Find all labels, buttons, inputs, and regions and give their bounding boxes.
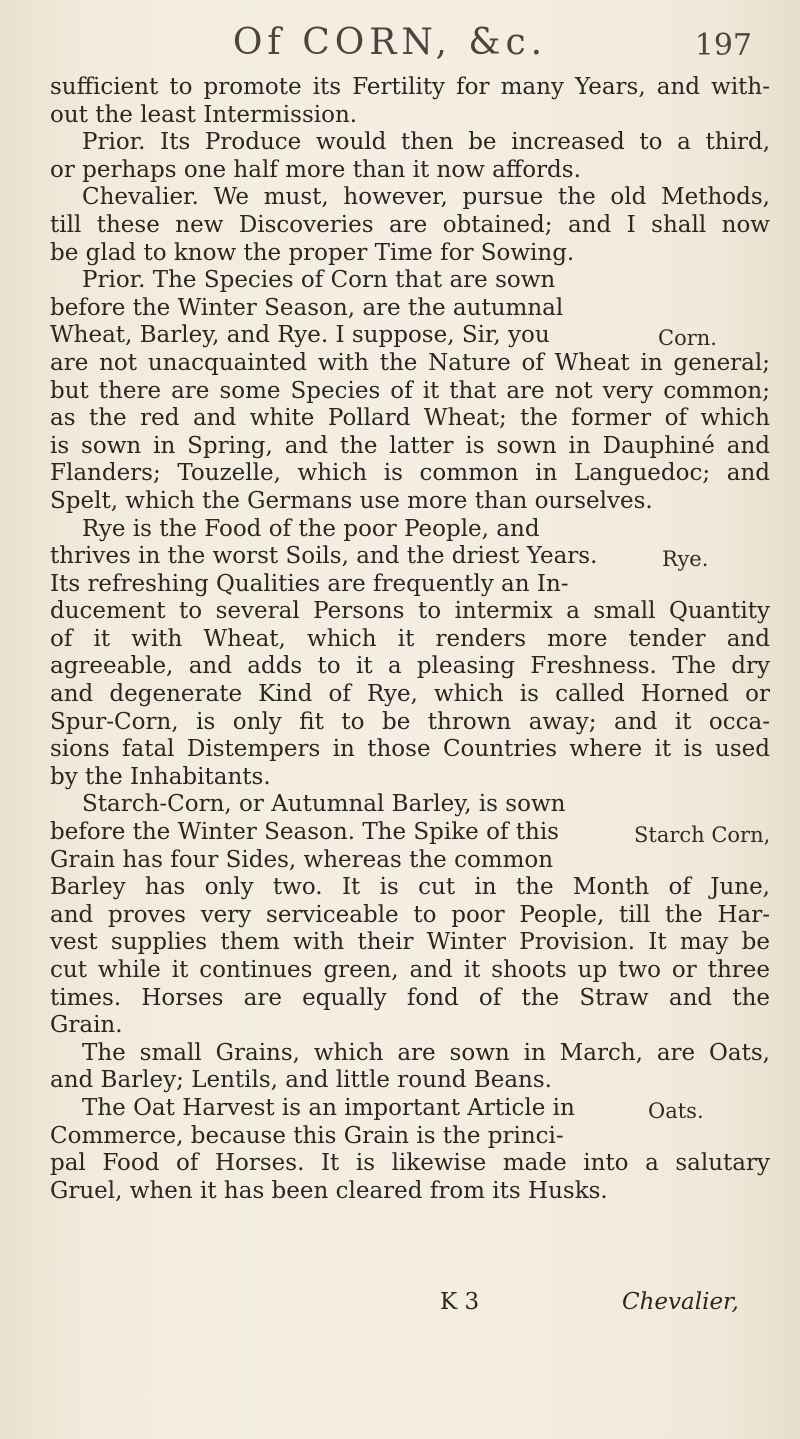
text-line: and degenerate Kind of Rye, which is called Horned or: [50, 681, 770, 708]
running-title: Of CORN, &c.: [232, 22, 548, 63]
text-line: before the Winter Season. The Spike of this: [50, 819, 559, 846]
margin-note-starch-corn: Starch Corn,: [634, 823, 771, 847]
text-line: times. Horses are equally fond of the Straw and the: [50, 984, 770, 1011]
body-text: [50, 74, 770, 1205]
text-line: The Oat Harvest is an important Article in: [82, 1094, 575, 1121]
text-line: out the least Intermission.: [50, 101, 358, 128]
text-line: before the Winter Season, are the autumnal: [50, 294, 564, 321]
text-line: agreeable, and adds to it a pleasing Freshness. The dry: [50, 653, 770, 680]
text-line: Prior. Its Produce would then be increased to a third,: [82, 129, 770, 156]
text-line: Prior. The Species of Corn that are sown: [82, 267, 556, 294]
margin-note-rye: Rye.: [662, 547, 709, 571]
text-line: Spur-Corn, is only fit to be thrown away; and it occa-: [50, 708, 770, 735]
signature-mark: K 3: [440, 1289, 480, 1315]
text-line: Rye is the Food of the poor People, and: [82, 515, 540, 542]
text-line: Chevalier. We must, however, pursue the old Methods,: [82, 184, 770, 211]
text-line: Commerce, because this Grain is the princi-: [50, 1122, 564, 1149]
text-line: vest supplies them with their Winter Provision. It may be: [50, 929, 770, 956]
text-line: by the Inhabitants.: [50, 763, 271, 790]
text-line: Grain has four Sides, whereas the common: [50, 846, 554, 873]
text-line: of it with Wheat, which it renders more tender and: [50, 625, 770, 652]
text-line: sufficient to promote its Fertility for many Years, and with-: [50, 74, 770, 100]
text-line: and proves very serviceable to poor People, till the Har-: [50, 901, 770, 928]
text-line: Starch-Corn, or Autumnal Barley, is sown: [82, 791, 566, 818]
text-line: Flanders; Touzelle, which is common in Languedoc; and: [50, 460, 770, 487]
text-line: and Barley; Lentils, and little round Beans.: [50, 1067, 552, 1094]
text-line: are not unacquainted with the Nature of Wheat in general;: [50, 349, 770, 376]
text-line: ducement to several Persons to intermix a small Quantity: [50, 598, 770, 625]
margin-note-oats: Oats.: [648, 1099, 704, 1123]
text-line: pal Food of Horses. It is likewise made into a salutary: [50, 1150, 770, 1177]
text-line: but there are some Species of it that are not very common;: [50, 377, 770, 404]
text-line: Gruel, when it has been cleared from its Husks.: [50, 1177, 608, 1204]
margin-note-corn: Corn.: [658, 326, 717, 350]
text-line: Wheat, Barley, and Rye. I suppose, Sir, you: [50, 322, 550, 349]
text-line: thrives in the worst Soils, and the driest Years.: [50, 543, 598, 570]
text-line: be glad to know the proper Time for Sowing.: [50, 239, 575, 266]
text-line: The small Grains, which are sown in March, are Oats,: [82, 1039, 770, 1066]
text-line: Its refreshing Qualities are frequently an In-: [50, 570, 569, 597]
catchword: Chevalier,: [622, 1289, 739, 1315]
text-line: till these new Discoveries are obtained; and I shall now: [50, 211, 770, 238]
running-head: [0, 14, 800, 74]
page-number: 197: [694, 28, 752, 63]
text-line: cut while it continues green, and it shoots up two or three: [50, 957, 770, 983]
text-line: Barley has only two. It is cut in the Month of June,: [50, 874, 770, 901]
text-line: as the red and white Pollard Wheat; the former of which: [50, 405, 770, 432]
text-line: sions fatal Distempers in those Countries where it is used: [50, 736, 770, 763]
text-line: Grain.: [50, 1012, 123, 1039]
text-line: or perhaps one half more than it now affords.: [50, 156, 581, 183]
text-line: is sown in Spring, and the latter is sown in Dauphiné and: [50, 432, 770, 459]
text-line: Spelt, which the Germans use more than ourselves.: [50, 487, 653, 514]
